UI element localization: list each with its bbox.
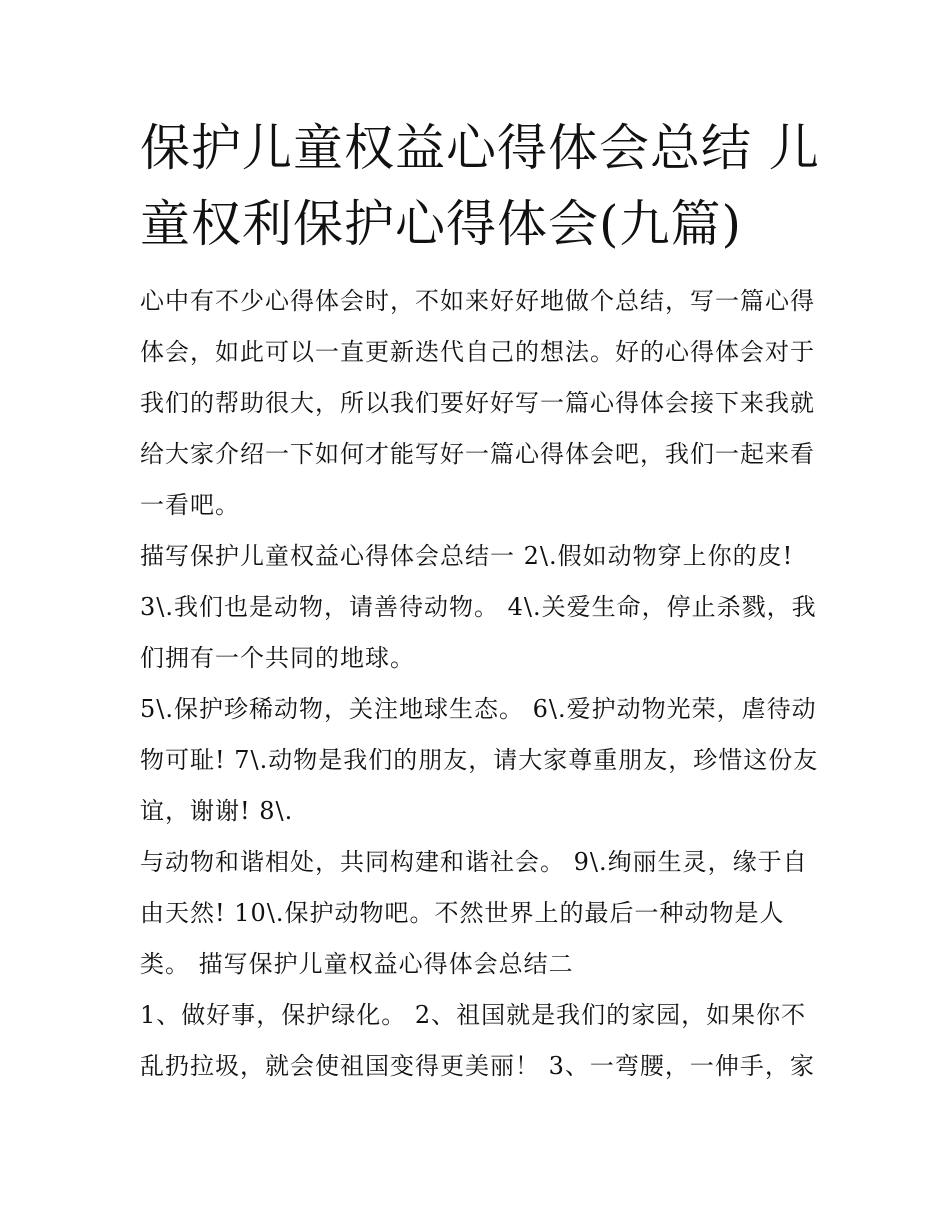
paragraph-summary-two: 1、做好事，保护绿化。 2、祖国就是我们的家园，如果你不乱扔拉圾，就会使祖国变得更美丽！ 3、一弯腰，一伸手，家 (140, 1001, 815, 1080)
paragraph-slogans-9-10: 与动物和谐相处，共同构建和谐社会。 9\.绚丽生灵，缘于自由天然! 10\.保护动物吧。不然世界上的最后一种动物是人类。 描写保护儿童权益心得体会总结二 (140, 848, 808, 978)
document-body (140, 276, 820, 1092)
paragraph-summary-one: 描写保护儿童权益心得体会总结一 2\.假如动物穿上你的皮! 3\.我们也是动物，请善待动物。 4\.关爱生命，停止杀戮，我们拥有一个共同的地球。 (140, 542, 817, 672)
document-title: 保护儿童权益心得体会总结 儿童权利保护心得体会(九篇) (140, 119, 820, 253)
paragraph-intro: 心中有不少心得体会时，不如来好好地做个总结，写一篇心得体会，如此可以一直更新迭代自己的想法。好的心得体会对于我们的帮助很大，所以我们要好好写一篇心得体会接下来我就给大家介绍一下如何才能写好一篇心得体会吧，我们一起来看一看吧。 (140, 287, 815, 519)
paragraph-slogans-5-8: 5\.保护珍稀动物，关注地球生态。 6\.爱护动物光荣，虐待动物可耻! 7\.动物是我们的朋友，请大家尊重朋友，珍惜这份友谊，谢谢! 8\. (140, 695, 819, 825)
